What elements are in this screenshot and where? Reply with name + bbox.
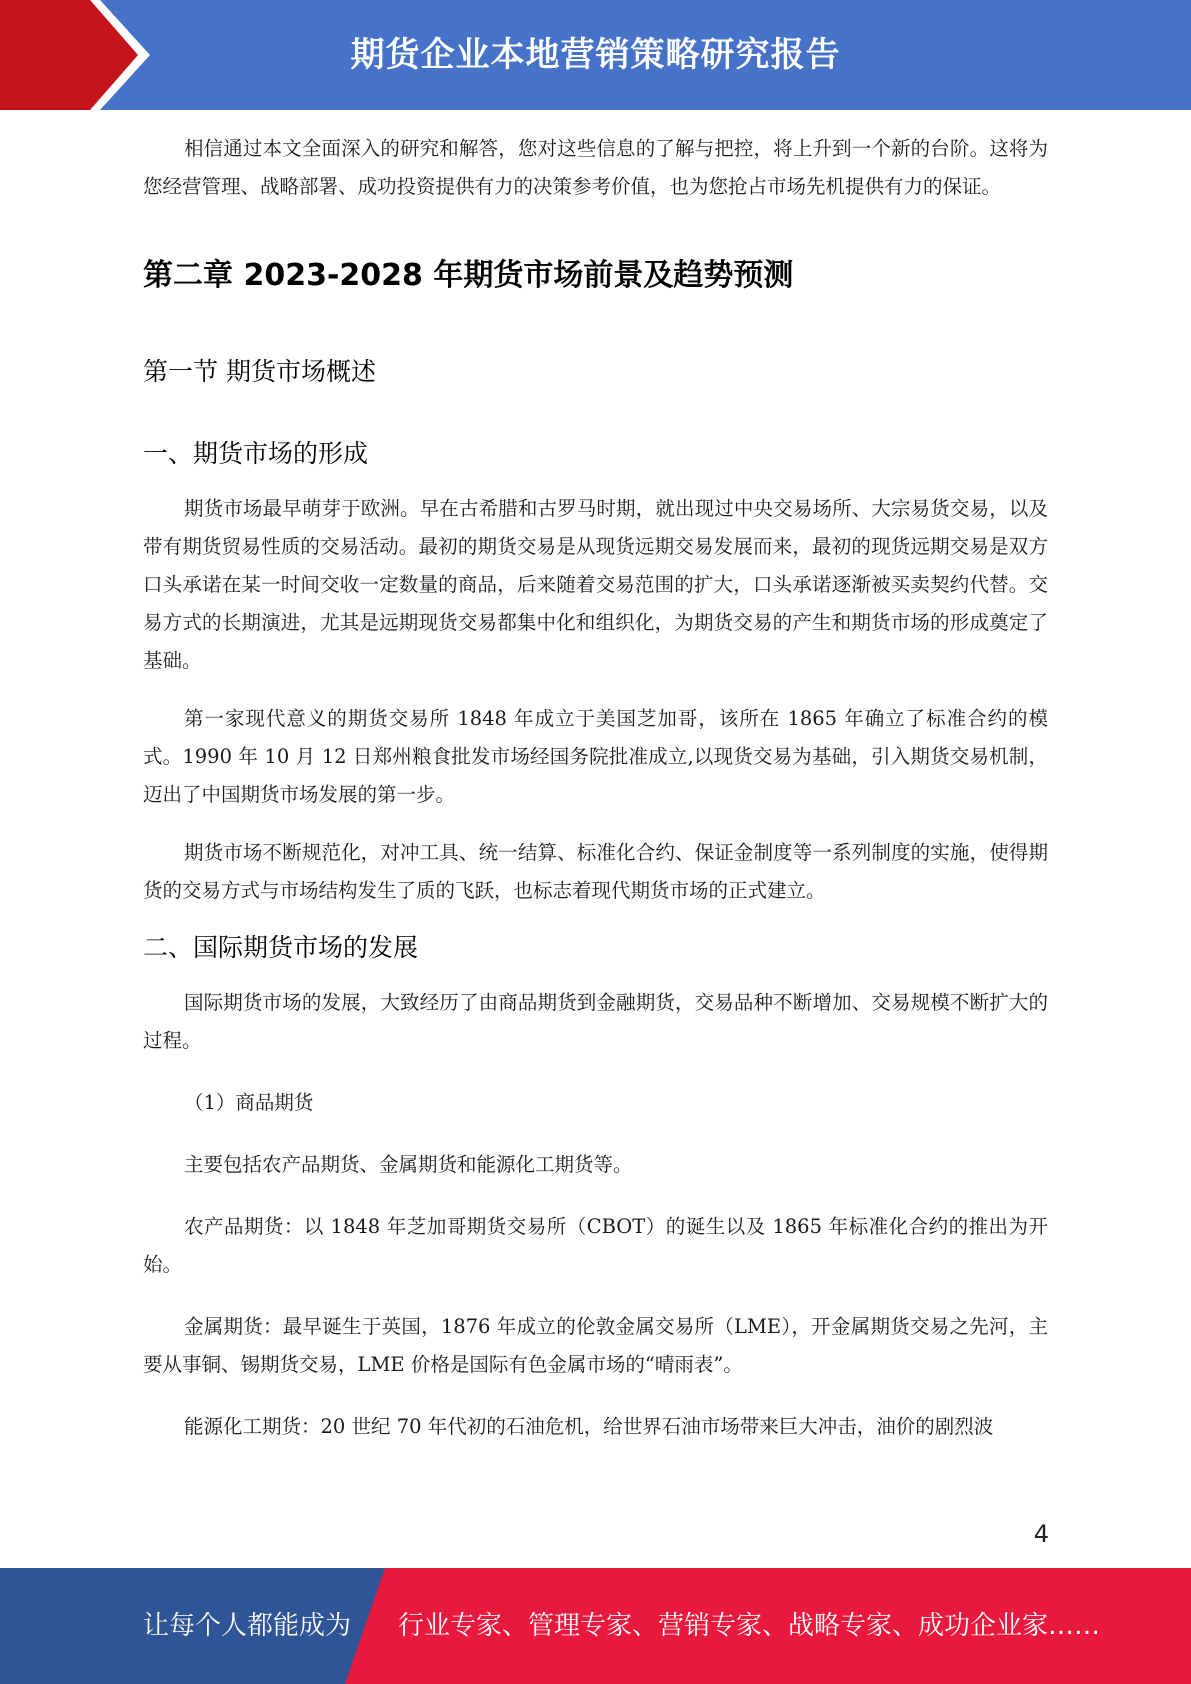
part2-paragraph-1: 国际期货市场的发展，大致经历了由商品期货到金融期货，交易品种不断增加、交易规模不断扩大的过程。 bbox=[143, 991, 1048, 1052]
footer-slogan-left: 让每个人都能成为 bbox=[143, 1611, 352, 1641]
part2-paragraph-3: 农产品期货：以 1848 年芝加哥期货交易所（CBOT）的诞生以及 1865 年标准化合约的推出为开始。 bbox=[143, 1215, 1048, 1276]
part1-paragraph-3: 期货市场不断规范化，对冲工具、统一结算、标准化合约、保证金制度等一系列制度的实施，使得期货的交易方式与市场结构发生了质的飞跃，也标志着现代期货市场的正式建立。 bbox=[143, 841, 1048, 902]
part1-paragraph-2: 第一家现代意义的期货交易所 1848 年成立于美国芝加哥，该所在 1865 年确立了标准合约的模式。1990 年 10 月 12 日郑州粮食批发市场经国务院批准成立,以现货交易为基础，引入期货交易机制，迈出了中国期货市场发展的第一步。 bbox=[143, 707, 1048, 806]
chapter-title: 第二章 2023-2028 年期货市场前景及趋势预测 bbox=[143, 258, 794, 293]
intro-paragraph: 相信通过本文全面深入的研究和解答，您对这些信息的了解与把控，将上升到一个新的台阶。这将为您经营管理、战略部署、成功投资提供有力的决策参考价值，也为您抢占市场先机提供有力的保证。 bbox=[143, 137, 1048, 198]
footer-slogan-right: 行业专家、管理专家、营销专家、战略专家、成功企业家…… bbox=[398, 1611, 1101, 1641]
part1-heading: 一、期货市场的形成 bbox=[143, 439, 369, 468]
page-header bbox=[0, 0, 1191, 110]
part1-paragraph-1: 期货市场最早萌芽于欧洲。早在古希腊和古罗马时期，就出现过中央交易场所、大宗易货交易，以及带有期货贸易性质的交易活动。最初的期货交易是从现货远期交易发展而来，最初的现货远期交易是双方口头承诺在某一时间交收一定数量的商品，后来随着交易范围的扩大，口头承诺逐渐被买卖契约代替。交易方式的长期演进，尤其是远期现货交易都集中化和组织化，为期货交易的产生和期货市场的形成奠定了基础。 bbox=[143, 497, 1048, 672]
section-title: 第一节 期货市场概述 bbox=[143, 357, 376, 386]
page-number: 4 bbox=[1033, 1520, 1049, 1548]
document-body bbox=[143, 130, 1048, 1446]
part2-paragraph-5: 能源化工期货：20 世纪 70 年代初的石油危机，给世界石油市场带来巨大冲击，油价的剧烈波 bbox=[184, 1415, 994, 1438]
part2-subheading: （1）商品期货 bbox=[184, 1091, 314, 1114]
part2-paragraph-4: 金属期货：最早诞生于英国，1876 年成立的伦敦金属交易所（LME），开金属期货交易之先河，主要从事铜、锡期货交易，LME 价格是国际有色金属市场的“晴雨表”。 bbox=[143, 1315, 1048, 1376]
report-title: 期货企业本地营销策略研究报告 bbox=[350, 35, 841, 75]
part2-paragraph-2: 主要包括农产品期货、金属期货和能源化工期货等。 bbox=[184, 1153, 633, 1176]
part2-heading: 二、国际期货市场的发展 bbox=[143, 933, 419, 962]
page-footer bbox=[0, 1568, 1191, 1684]
